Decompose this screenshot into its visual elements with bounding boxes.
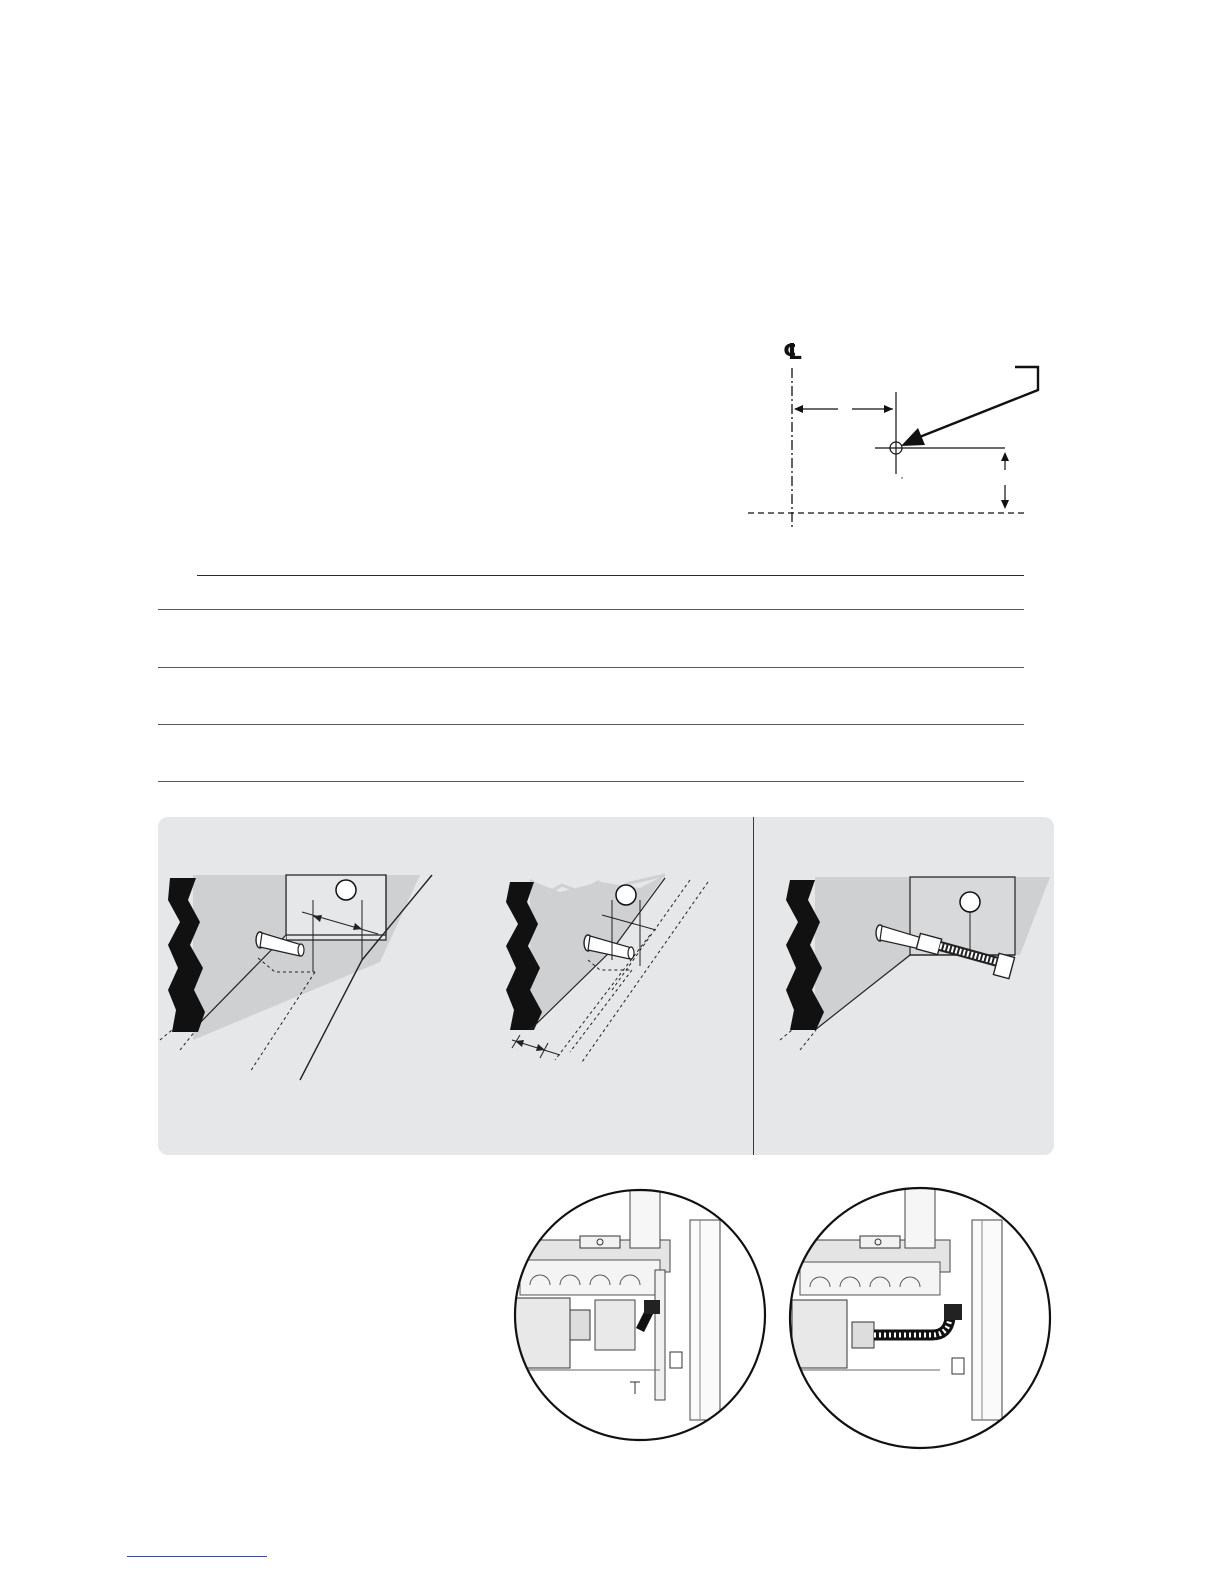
callout-circle-icon xyxy=(616,885,636,905)
table-row-rule xyxy=(158,667,1024,668)
figure-flex-connector xyxy=(780,877,1050,1050)
table-row-rule xyxy=(158,724,1024,725)
table-row-rule xyxy=(158,609,1024,610)
leader-arrow-icon xyxy=(901,367,1038,446)
detail-before-connection xyxy=(510,1185,770,1445)
figure-pipe-clearance xyxy=(160,875,432,1080)
installation-figures xyxy=(158,817,1054,1155)
detail-photos xyxy=(510,1185,1055,1455)
detail-after-connection xyxy=(790,1185,1055,1450)
callout-circle-icon xyxy=(336,880,356,900)
gas-outlet-location-diagram xyxy=(740,330,1050,530)
figure-pipe-extended xyxy=(506,875,708,1062)
centerline-icon: ℄ xyxy=(783,340,803,365)
table-header-rule xyxy=(197,575,1024,576)
footer-link-underline[interactable] xyxy=(127,1556,267,1557)
callout-circle-icon xyxy=(960,892,980,912)
table-row-rule xyxy=(158,781,1024,782)
